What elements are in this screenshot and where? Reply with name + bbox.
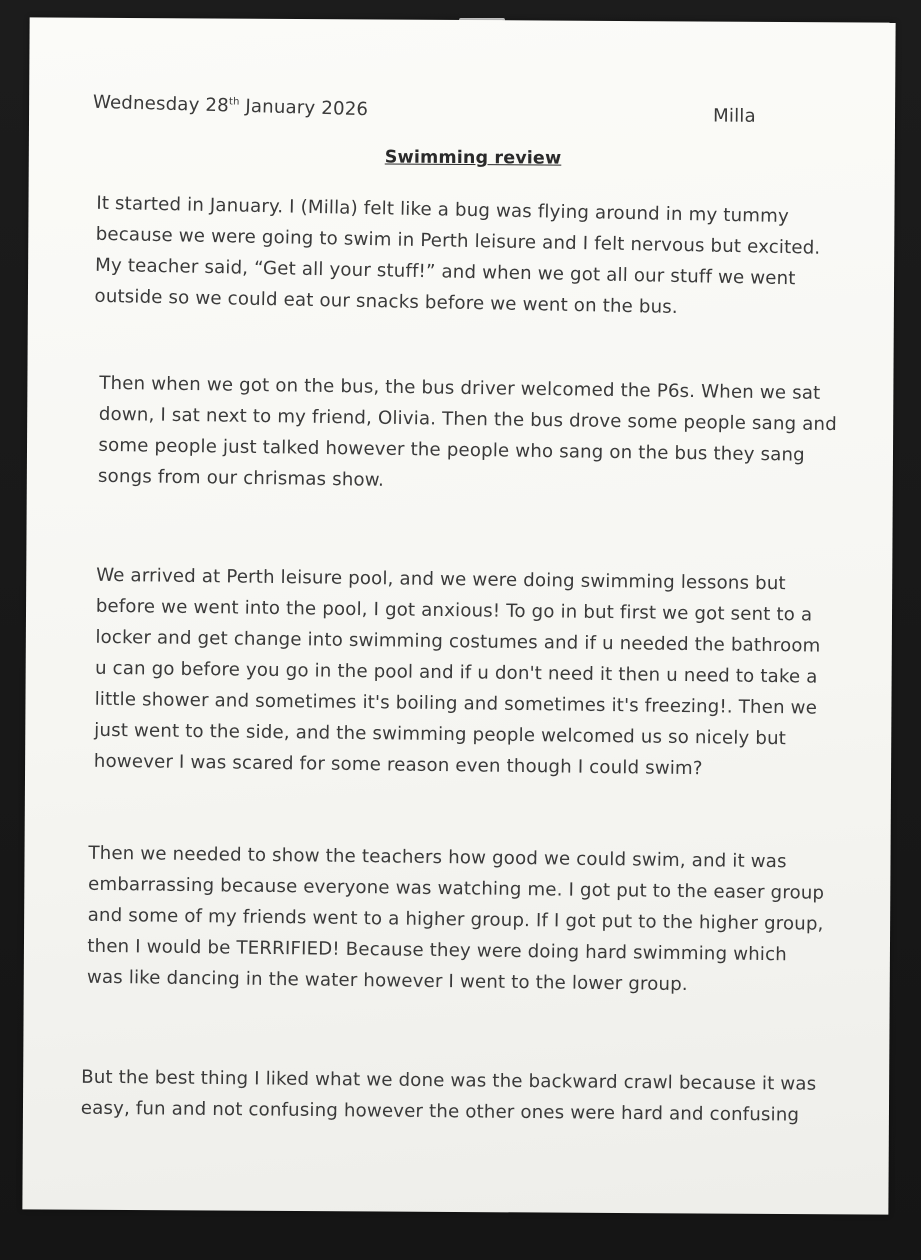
text-line: embarrassing because everyone was watching me. I got put to the easer group [87,873,825,904]
paper-sheet [22,17,895,1214]
text-line: songs from our chrismas show. [97,465,385,491]
text-line: Then when we got on the bus, the bus driver welcomed the P6s. When we sat [99,372,821,404]
text-line: and some of my friends went to a higher group. If I got put to the higher group, [87,904,824,935]
text-line: u can go before you go in the pool and if u don't need it then u need to take a [94,657,818,688]
text-line: It started in January. I (Milla) felt like a bug was flying around in my tummy [96,192,790,228]
text-line: was like dancing in the water however I went to the lower group. [86,966,688,996]
text-line: some people just talked however the people who sang on the bus they sang [98,434,805,466]
text-line: But the best thing I liked what we done was the backward crawl because it was [81,1066,817,1095]
text-line: locker and get change into swimming costumes and if u needed the bathroom [95,626,821,657]
text-line: easy, fun and not confusing however the other ones were hard and confusing [80,1097,800,1126]
document-title: Swimming review [384,147,562,169]
document-date: Wednesday 28th January 2026 [92,91,369,121]
text-line: little shower and sometimes it's boiling and sometimes it's freezing!. Then we [94,688,818,719]
text-line: outside so we could eat our snacks before we went on the bus. [94,285,679,318]
text-line: because we were going to swim in Perth leisure and I felt nervous but excited. [95,223,821,259]
paragraph-2 [98,368,860,503]
date-ordinal-suffix: th [228,96,240,108]
text-line: My teacher said, “Get all your stuff!” and when we got all our stuff we went [94,254,796,290]
text-line: however I was scared for some reason even though I could swim? [93,750,703,780]
text-line: down, I sat next to my friend, Olivia. Then the bus drove some people sang and [98,403,838,436]
text-line: just went to the side, and the swimming people welcomed us so nicely but [94,719,787,750]
paragraph-4 [87,838,849,1002]
paragraph-3 [94,560,857,786]
paragraph-5 [81,1062,842,1131]
text-line: before we went into the pool, I got anxious! To go in but first we got sent to a [95,595,813,626]
document-author: Milla [712,105,756,127]
paragraph-1 [94,188,856,327]
text-line: Then we needed to show the teachers how good we could swim, and it was [88,842,787,873]
text-line: We arrived at Perth leisure pool, and we were doing swimming lessons but [96,564,786,595]
text-line: then I would be TERRIFIED! Because they were doing hard swimming which [87,935,787,966]
